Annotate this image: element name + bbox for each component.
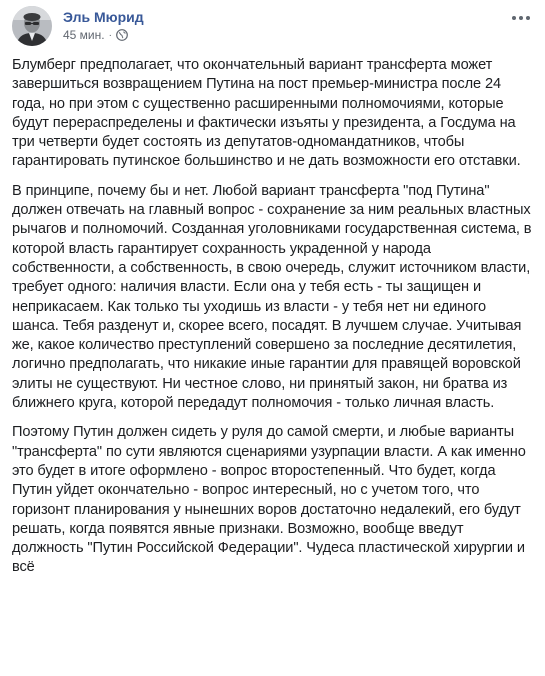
- menu-dot: [526, 16, 530, 20]
- author-avatar[interactable]: [12, 6, 52, 46]
- menu-dot: [519, 16, 523, 20]
- post-paragraph-1: Блумберг предполагает, что окончательный вариант трансферта может завершиться возвращением Путина на пост премьер-министра после 24 года, но при этом с существенно расширенными полномочиями, которые будут перераспределены и фактически изъяты у президента, а Госдума на три четверти будет состоять из депутатов-одномандатников, чтобы гарантировать путинское большинство и не дать возможности его отставки.: [12, 57, 521, 170]
- avatar-portrait-icon: [12, 6, 52, 46]
- meta-separator: ·: [108, 29, 112, 41]
- menu-dot: [512, 16, 516, 20]
- post-meta: [63, 28, 128, 42]
- globe-icon[interactable]: [116, 29, 128, 41]
- post-timestamp[interactable]: 45 мин.: [63, 28, 105, 42]
- post-paragraph-2: В принципе, почему бы и нет. Любой вариант трансферта "под Путина" должен отвечать на главный вопрос - сохранение за ним реальных властных рычагов и полномочий. Созданная уголовниками государственная система, в которой власть гарантирует сохранность украденной у народа собственности, а собственность, в свою очередь, служит источником власти, требует одного: наличия власти. Если она у тебя есть - ты защищен и неприкасаем. Как только ты уходишь из власти - у тебя нет ни единого шанса. Тебя разденут и, скорее всего, посадят. В лучшем случае. Учитывая же, какое количество преступлений совершено за последние десятилетия, логично предполагать, что никакие иные гарантии для правящей воровской элиты не существуют. Ни честное слово, ни принятый закон, ни братва из ближнего круга, которой передадут полномочия - только личная власть.: [12, 182, 532, 412]
- post-header: [12, 6, 533, 46]
- more-dots-icon[interactable]: [509, 10, 533, 26]
- post-body: [12, 56, 534, 588]
- author-name[interactable]: Эль Мюрид: [63, 9, 144, 25]
- post-paragraph-3: Поэтому Путин должен сидеть у руля до самой смерти, и любые варианты "трансферта" по сути являются сценариями узурпации власти. А как именно это будет в итоге оформлено - вопрос второстепенный. Что будет, когда Путин уйдет окончательно - вопрос интересный, но с учетом того, что горизонт планирования у нынешних воров достаточно недалекий, его будут решать, когда появятся явные признаки. Возможно, вообще введут должность "Путин Российской Федерации". Чудеса пластической хирургии и всё: [12, 424, 526, 576]
